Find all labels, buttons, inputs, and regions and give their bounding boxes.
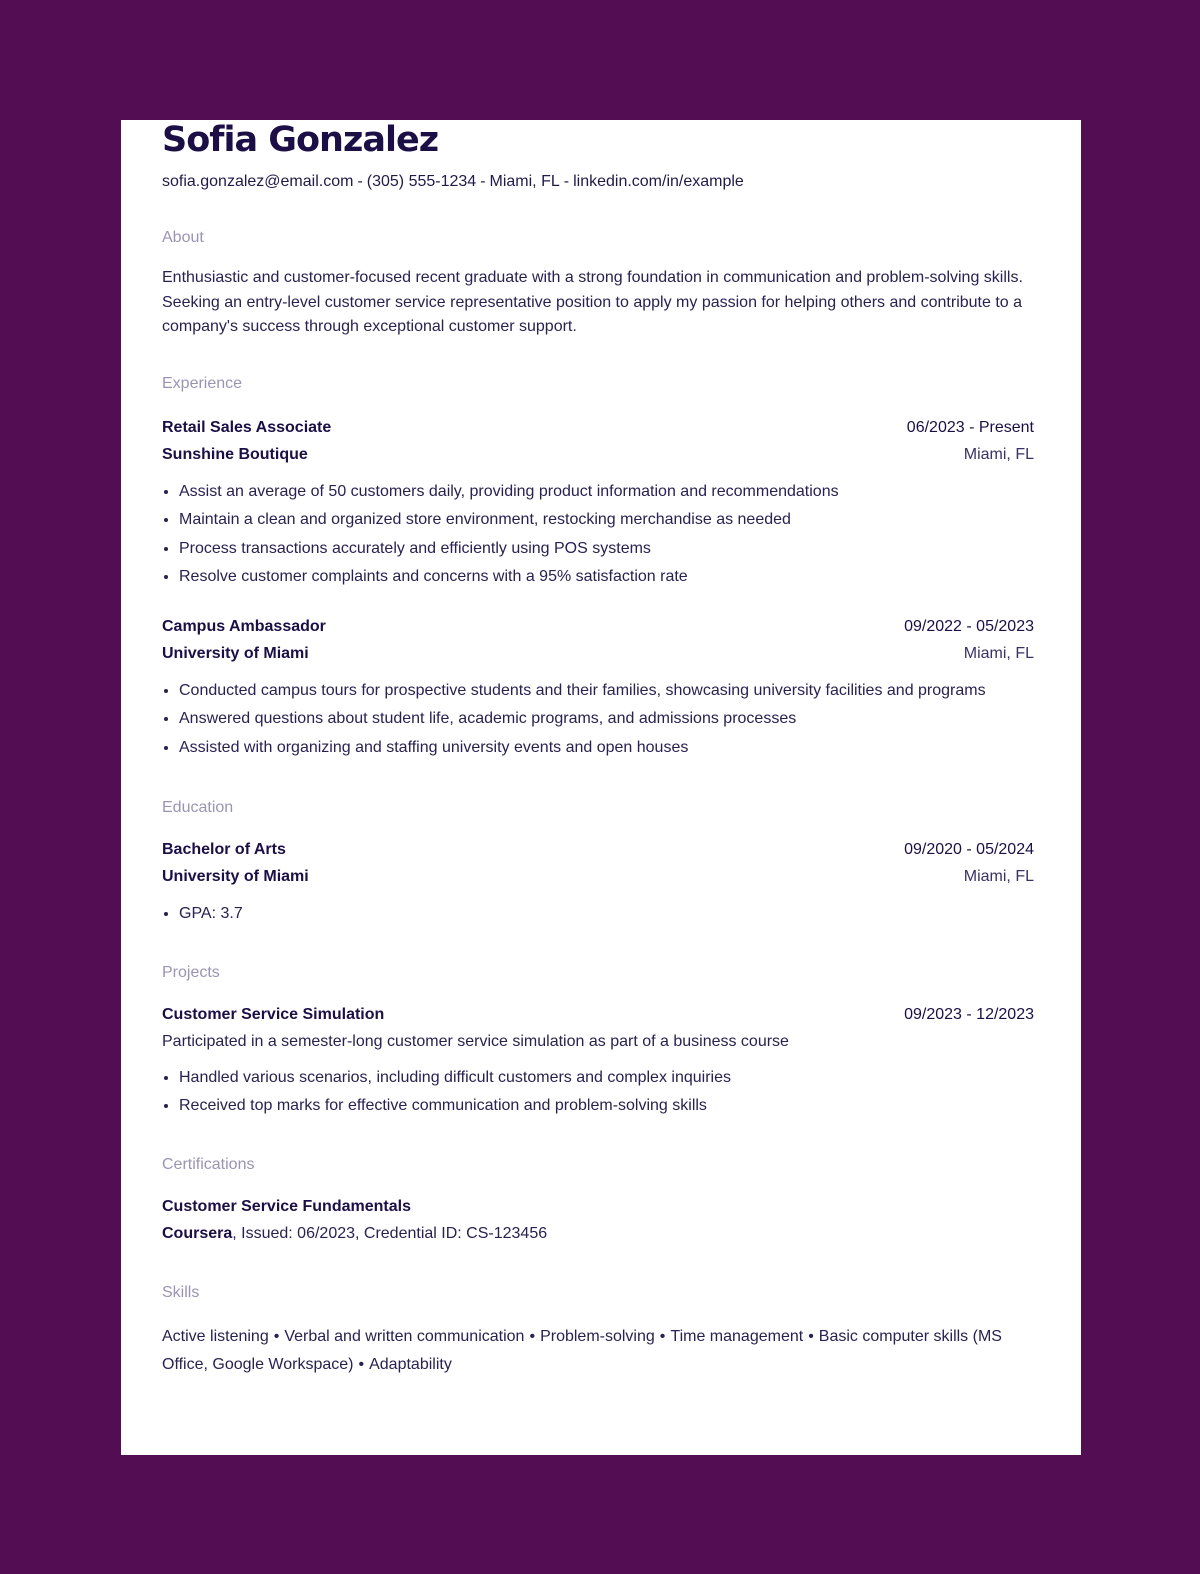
list-item: • Received top marks for effective communication and problem-solving skills <box>179 1092 1034 1121</box>
certification-meta: , Issued: 06/2023, Credential ID: CS-123456 <box>232 1224 548 1242</box>
job-location: Miami, FL <box>963 644 1034 662</box>
section-title-education: Education <box>162 799 234 816</box>
project-dates: 09/2023 - 12/2023 <box>904 1005 1034 1023</box>
list-item: • Answered questions about student life, academic programs, and admissions processes <box>179 705 1034 734</box>
skills-list <box>162 1323 1034 1379</box>
job-location: Miami, FL <box>963 445 1034 463</box>
section-title-certifications: Certifications <box>162 1155 255 1173</box>
section-title-projects: Projects <box>162 963 220 981</box>
school-location: Miami, FL <box>963 868 1034 885</box>
skill-item: Active listening <box>162 1327 269 1345</box>
company-name: Sunshine Boutique <box>162 445 308 463</box>
education-entry <box>162 836 1034 929</box>
candidate-name: Sofia Gonzalez <box>162 120 439 160</box>
experience-entry <box>162 414 1034 592</box>
list-item: • GPA: 3.7 <box>179 900 1034 929</box>
skills-section <box>162 1283 1034 1379</box>
skill-separator: • <box>529 1327 536 1345</box>
school-name: University of Miami <box>162 868 309 885</box>
section-title-skills: Skills <box>162 1283 200 1301</box>
contact-email[interactable]: sofia.gonzalez@email.com <box>162 173 354 190</box>
list-item: • Handled various scenarios, including difficult customers and complex inquiries <box>179 1064 1034 1093</box>
about-section <box>162 228 1034 340</box>
list-item: • Process transactions accurately and efficiently using POS systems <box>179 535 1034 564</box>
skill-separator: • <box>808 1327 814 1345</box>
contact-separator: - <box>357 173 363 190</box>
experience-section <box>162 374 1034 763</box>
resume-content <box>162 120 1034 1379</box>
entry-subheader-row <box>162 640 1034 667</box>
section-title-experience: Experience <box>162 374 243 392</box>
certification-entry <box>162 1193 1034 1247</box>
job-dates: 06/2023 - Present <box>906 418 1034 436</box>
skill-item: Time management <box>670 1327 804 1345</box>
certifications-section <box>162 1155 1034 1247</box>
skill-item: Adaptability <box>369 1355 452 1373</box>
contact-line <box>162 172 1034 192</box>
skill-item: Basic computer skills (MS Office, Google Workspace) <box>162 1327 1002 1373</box>
certification-issuer: Coursera <box>162 1224 233 1242</box>
project-description: Participated in a semester-long customer service simulation as part of a business course <box>162 1032 789 1050</box>
entry-header-row <box>162 613 1034 640</box>
job-bullets <box>162 677 1034 763</box>
contact-phone: (305) 555-1234 <box>366 173 477 190</box>
entry-header-row <box>162 836 1034 863</box>
certification-name: Customer Service Fundamentals <box>162 1197 411 1215</box>
education-bullets <box>162 900 1034 929</box>
job-title: Retail Sales Associate <box>162 418 332 436</box>
entry-subheader-row <box>162 441 1034 468</box>
skill-separator: • <box>358 1355 365 1373</box>
company-name: University of Miami <box>162 644 309 662</box>
experience-entry <box>162 613 1034 763</box>
skill-separator: • <box>659 1327 666 1345</box>
education-section <box>162 798 1034 929</box>
job-bullets <box>162 478 1034 592</box>
section-title-about: About <box>162 229 204 246</box>
degree-title: Bachelor of Arts <box>162 841 286 858</box>
skill-item: Problem-solving <box>540 1327 655 1345</box>
list-item: • Assist an average of 50 customers daily, providing product information and recommendations <box>179 478 1034 507</box>
certification-details <box>162 1220 1034 1247</box>
list-item: • Assisted with organizing and staffing university events and open houses <box>179 734 1034 763</box>
about-text: Enthusiastic and customer-focused recent graduate with a strong foundation in communication and problem-solving skills. Seeking an entry-level customer service representative position to apply my passion for helping others and contribute to a company's success through exceptional customer support. <box>162 269 1023 335</box>
list-item: • Conducted campus tours for prospective students and their families, showcasing university facilities and programs <box>179 677 1034 706</box>
entry-header-row <box>162 1001 1034 1028</box>
job-title: Campus Ambassador <box>162 617 326 635</box>
project-entry <box>162 1001 1034 1121</box>
contact-separator: - <box>563 173 570 190</box>
contact-location: Miami, FL <box>489 173 560 190</box>
project-bullets <box>162 1064 1034 1121</box>
contact-separator: - <box>480 173 486 190</box>
project-name: Customer Service Simulation <box>162 1005 385 1023</box>
skill-separator: • <box>273 1327 280 1345</box>
education-dates: 09/2020 - 05/2024 <box>904 841 1034 858</box>
contact-linkedin[interactable]: linkedin.com/in/example <box>573 173 744 190</box>
entry-header-row <box>162 414 1034 441</box>
resume-page <box>121 120 1081 1455</box>
job-dates: 09/2022 - 05/2023 <box>904 617 1034 635</box>
list-item: • Resolve customer complaints and concerns with a 95% satisfaction rate <box>179 563 1034 592</box>
skill-item: Verbal and written communication <box>284 1327 525 1345</box>
entry-header-row <box>162 1193 1034 1220</box>
entry-subheader-row <box>162 863 1034 890</box>
list-item: • Maintain a clean and organized store environment, restocking merchandise as needed <box>179 506 1034 535</box>
projects-section <box>162 963 1034 1121</box>
